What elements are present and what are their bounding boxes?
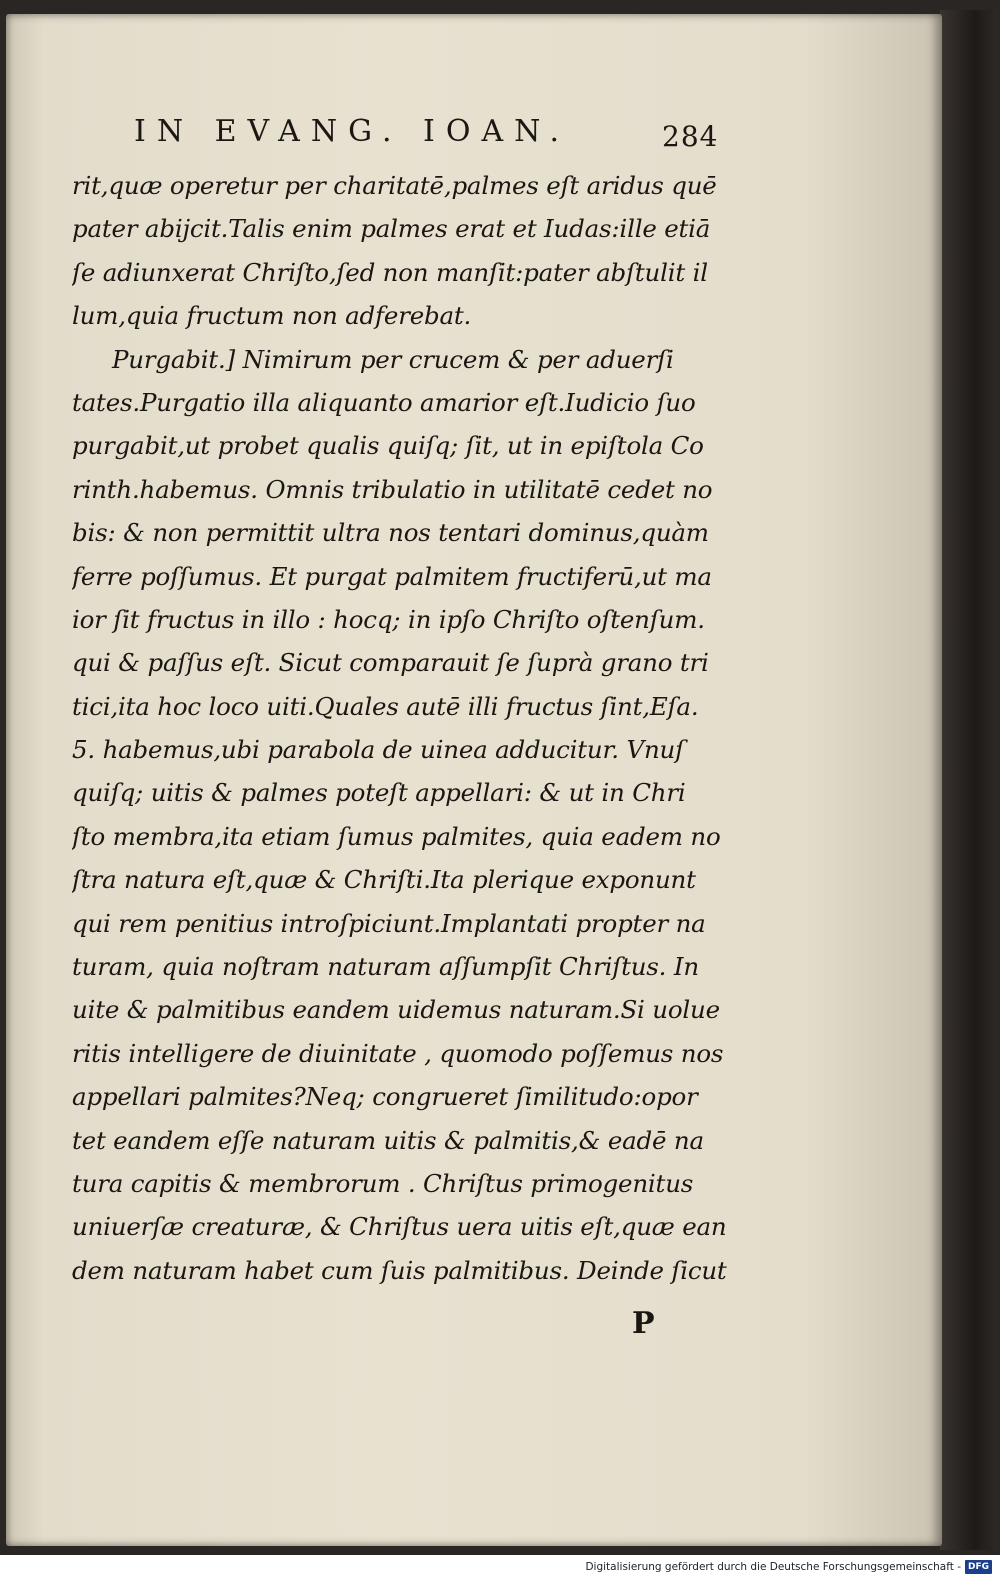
digitization-credit [585, 1558, 992, 1576]
text-line: appellari palmites?Neq; congrueret ſimilitudo:opor [72, 1082, 698, 1112]
text-line: turam, quia noſtram naturam aſſumpſit Chriſtus. In [72, 952, 699, 982]
text-line: tici,ita hoc loco uiti.Quales autē illi fructus ſint,Eſa. [72, 691, 699, 721]
text-line: uniuerſæ creaturæ, & Chriſtus uera uitis eſt,quæ ean [72, 1212, 727, 1242]
text-line: Purgabit.] Nimirum per crucem & per aduerſi [112, 344, 674, 374]
text-line: qui rem penitius introſpiciunt.Implantati propter na [72, 908, 706, 938]
dfg-logo: DFG [965, 1560, 992, 1574]
text-line: qui & paſſus eſt. Sicut comparauit ſe ſuprà grano tri [72, 648, 709, 678]
text-line: purgabit,ut probet qualis quiſq; ſit, ut in epiſtola Co [72, 431, 704, 461]
text-line: rinth.habemus. Omnis tribulatio in utilitatē cedet no [72, 474, 713, 504]
book-edge [940, 10, 998, 1550]
text-line: tates.Purgatio illa aliquanto amarior eſt.Iudicio ſuo [72, 387, 696, 417]
text-line: dem naturam habet cum ſuis palmitibus. Deinde ſicut [72, 1255, 727, 1285]
text-line: tura capitis & membrorum . Chriſtus primogenitus [72, 1168, 694, 1198]
text-line: ior ſit fructus in illo : hocq; in ipſo Chriſto oſtenſum. [72, 604, 705, 634]
running-head: IN EVANG. IOAN. [134, 114, 571, 149]
page-number: 284 [662, 120, 719, 153]
text-line: lum,quia fructum non adferebat. [72, 301, 472, 331]
text-line: 5. habemus,ubi parabola de uinea adducitur. Vnuſ [72, 735, 684, 765]
text-line: quiſq; uitis & palmes poteſt appellari: & ut in Chri [72, 778, 686, 808]
text-line: pater abijcit.Talis enim palmes erat et Iudas:ille etiā [72, 214, 711, 244]
text-line: ritis intelligere de diuinitate , quomodo poſſemus nos [72, 1038, 724, 1068]
text-line: ſto membra,ita etiam ſumus palmites, quia eadem no [72, 821, 721, 851]
text-block [72, 164, 744, 1292]
text-line: tet eandem eſſe naturam uitis & palmitis,& eadē na [72, 1125, 704, 1155]
text-line: rit,quæ operetur per charitatē,palmes eſt aridus quē [72, 171, 717, 200]
text-line: bis: & non permittit ultra nos tentari dominus,quàm [72, 518, 709, 548]
text-line: ferre poſſumus. Et purgat palmitem fructiferū,ut ma [72, 561, 712, 591]
text-line: uite & palmitibus eandem uidemus naturam.Si uolue [72, 995, 720, 1025]
text-line: ſe adiunxerat Chriſto,ſed non manſit:pater abſtulit il [72, 257, 708, 287]
credit-text: Digitalisierung gefördert durch die Deutsche Forschungsgemeinschaft - [585, 1561, 961, 1573]
text-line: ſtra natura eſt,quæ & Chriſti.Ita plerique exponunt [72, 865, 696, 895]
book-page [6, 14, 942, 1546]
signature-mark: P [632, 1306, 655, 1341]
